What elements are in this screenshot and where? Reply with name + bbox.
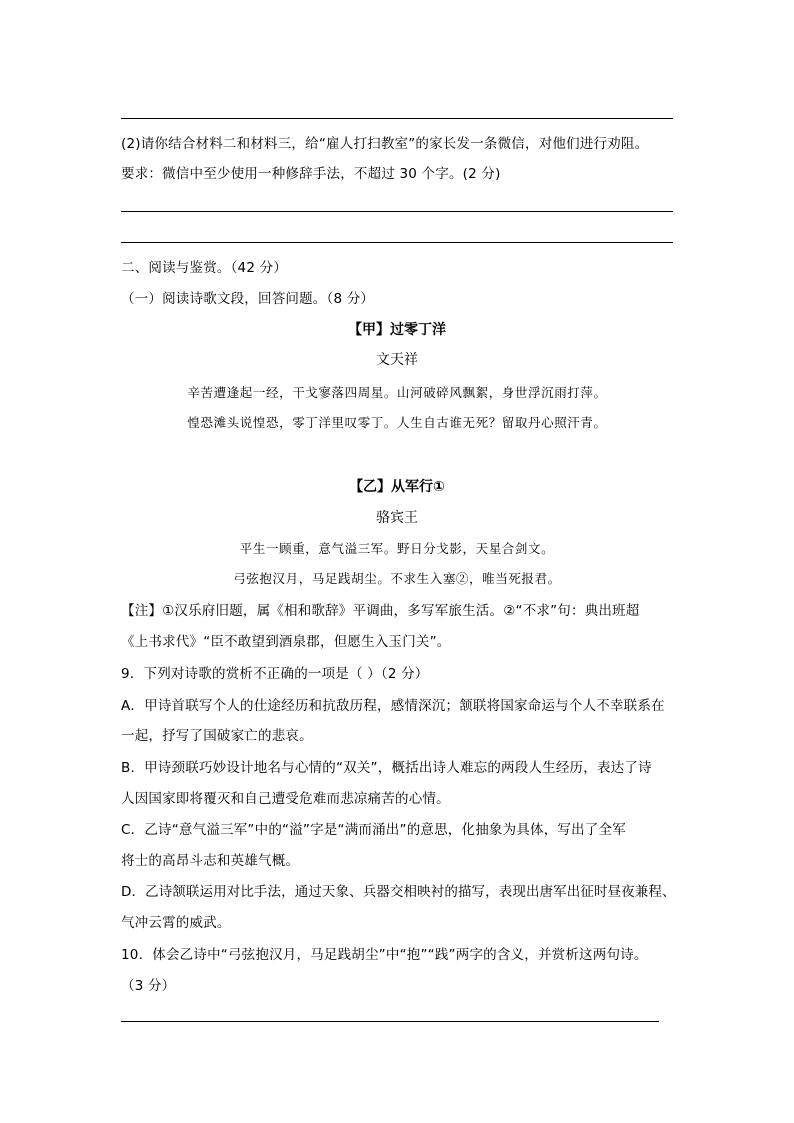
answer-line (121, 211, 673, 212)
option-b-line-2: 人因国家即将覆灭和自己遭受危难而悲凉痛苦的心情。 (121, 791, 450, 807)
question-9-stem: 9．下列对诗歌的赏析不正确的一项是（ ）（2 分） (121, 666, 429, 682)
subsection-heading: （一）阅读诗歌文段，回答问题。（8 分） (121, 291, 375, 307)
poem-yi-line-2: 弓弦抱汉月，马足践胡尘。不求生入塞②，唯当死报君。 (233, 571, 561, 586)
question-10-line-2: （3 分） (121, 978, 176, 994)
poem-jia-title: 【甲】过零丁洋 (348, 322, 446, 338)
poem-yi-line-1: 平生一顾重，意气溢三军。野日分戈影，天星合剑文。 (239, 541, 555, 556)
note-line-1: 【注】①汉乐府旧题，属《相和歌辞》平调曲，多写军旅生活。②“不求”句：典出班超 (121, 603, 640, 619)
option-b-line-1: B．甲诗颈联巧妙设计地名与心情的“双关”，概括出诗人难忘的两段人生经历，表达了诗 (121, 760, 652, 776)
answer-line (121, 242, 673, 243)
option-c-line-2: 将士的高昂斗志和英雄气概。 (121, 853, 300, 869)
poem-yi-author: 骆宾王 (376, 510, 418, 526)
option-a-line-2: 一起，抒写了国破家亡的悲哀。 (121, 728, 313, 744)
option-d-line-1: D．乙诗颔联运用对比手法，通过天象、兵器交相映衬的描写，表现出唐军出征时昼夜兼程、 (121, 884, 676, 900)
poem-jia-line-2: 惶恐滩头说惶恐，零丁洋里叹零丁。人生自古谁无死？留取丹心照汗青。 (187, 415, 607, 430)
poem-jia-line-1: 辛苦遭逢起一经，干戈寥落四周星。山河破碎风飘絮，身世浮沉雨打萍。 (187, 385, 607, 400)
question-8-2-prompt: (2)请你结合材料二和材料三，给“雇人打扫教室”的家长发一条微信，对他们进行劝阻。 (121, 136, 649, 152)
question-10-line-1: 10．体会乙诗中“弓弦抱汉月，马足践胡尘”中“抱”“践”两字的含义，并赏析这两句诗。 (121, 947, 648, 963)
option-a-line-1: A．甲诗首联写个人的仕途经历和抗敌历程，感情深沉；颔联将国家命运与个人不幸联系在 (121, 698, 665, 714)
question-8-2-requirement: 要求：微信中至少使用一种修辞手法，不超过 30 个字。(2 分) (121, 166, 501, 182)
section-heading: 二、阅读与鉴赏。（42 分） (121, 260, 288, 276)
answer-line (121, 118, 673, 119)
poem-jia-author: 文天祥 (376, 352, 418, 368)
answer-line (121, 1021, 659, 1022)
option-c-line-1: C．乙诗“意气溢三军”中的“溢”字是“满而涌出”的意思，化抽象为具体，写出了全军 (121, 822, 626, 838)
note-line-2: 《上书求代》“臣不敢望到酒泉郡，但愿生入玉门关”。 (121, 634, 451, 650)
option-d-line-2: 气冲云霄的威武。 (121, 915, 231, 931)
poem-yi-title: 【乙】从军行① (349, 479, 445, 495)
